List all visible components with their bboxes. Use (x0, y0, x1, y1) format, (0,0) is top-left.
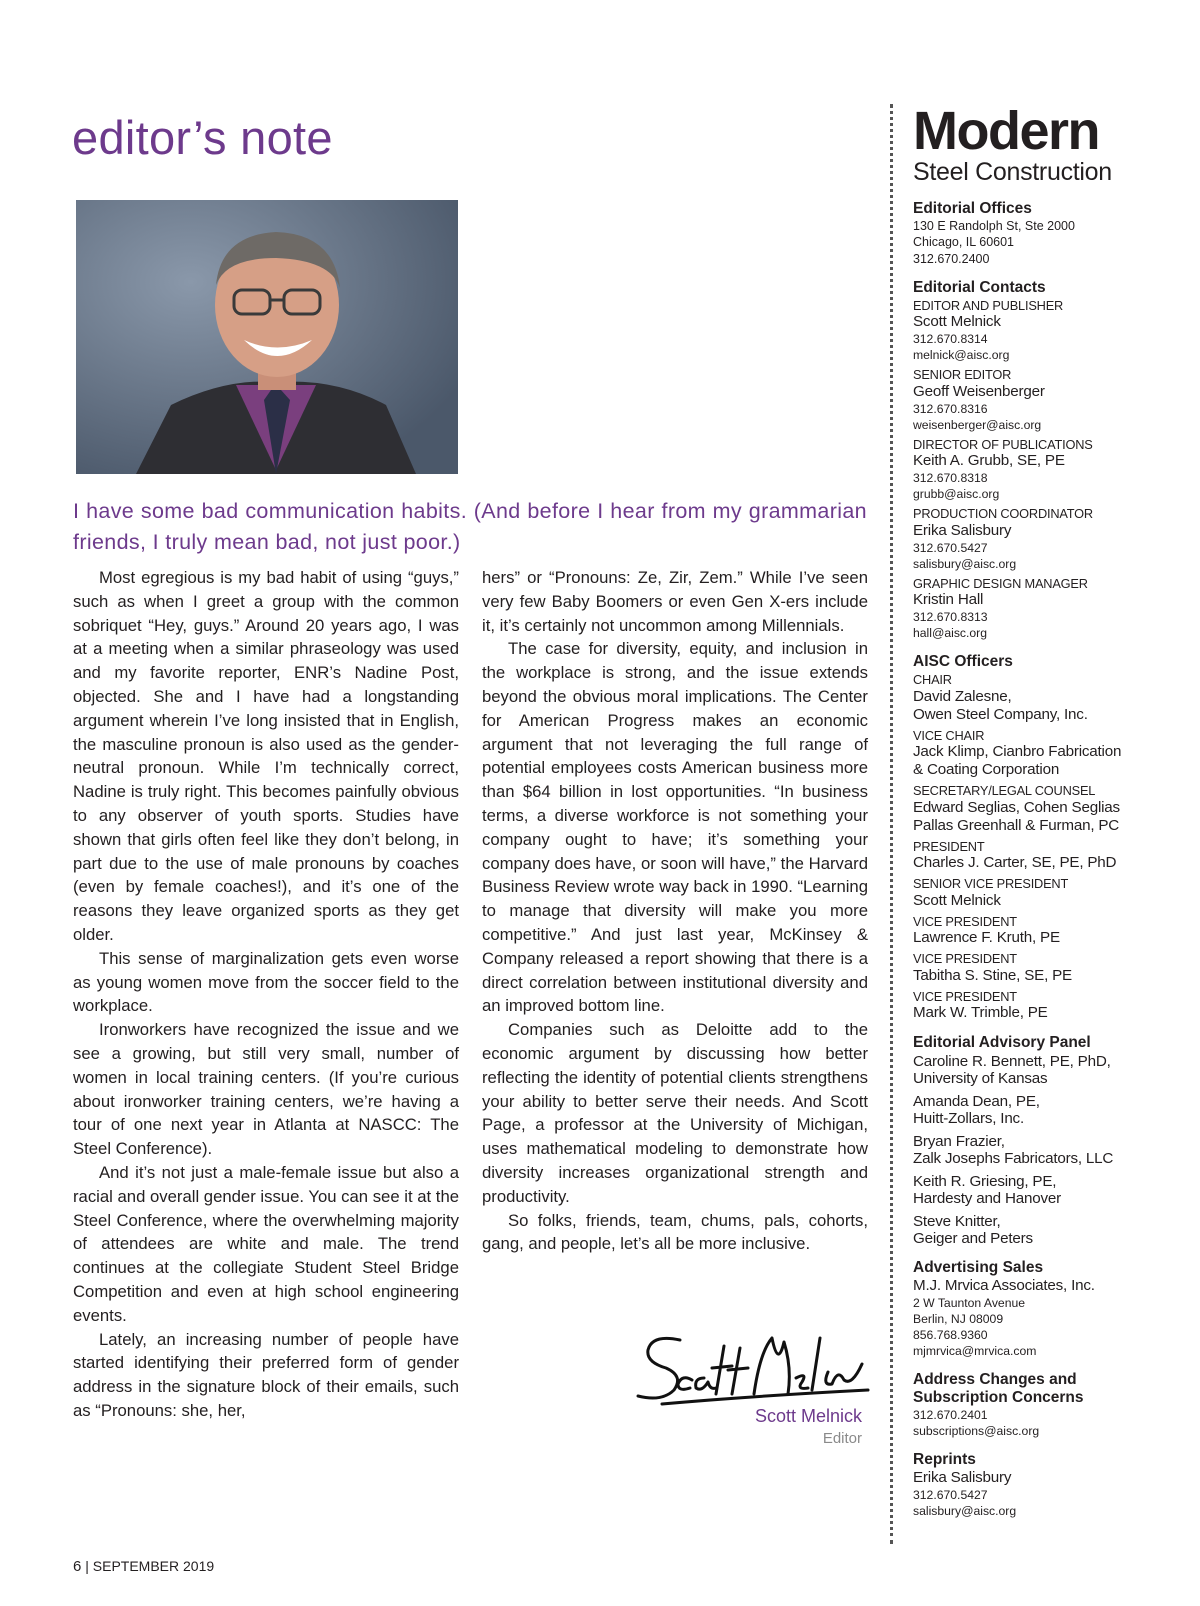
advertising-company: M.J. Mrvica Associates, Inc. (913, 1277, 1095, 1295)
panel-member (913, 1053, 1153, 1087)
address-line: 130 E Randolph St, Ste 2000 (913, 219, 1075, 233)
handwritten-signature (632, 1328, 872, 1412)
article-paragraph: Companies such as Deloitte add to the economic argument by discussing how better reflecting the identity of potential clients strengthens your ability to better serve their needs. And Scott Page, a professor at the University of Michigan, uses mathematical modeling to demonstrate how diversity increases organizational strength and productivity. (482, 1020, 868, 1206)
page-number: 6 (73, 1558, 82, 1575)
contact-phone: 312.670.8314 (913, 332, 988, 347)
article-paragraph: So folks, friends, team, chums, pals, cohorts, gang, and people, let’s all be more inclusive. (482, 1210, 868, 1254)
panel-member (913, 1133, 1153, 1167)
officer-name: Jack Klimp, Cianbro Fabrication (913, 743, 1122, 761)
contact-email[interactable]: hall@aisc.org (913, 626, 988, 641)
email-address[interactable]: salisbury@aisc.org (913, 1504, 1017, 1519)
officer-name: Mark W. Trimble, PE (913, 1004, 1048, 1022)
contact-role: DIRECTOR OF PUBLICATIONS (913, 436, 1093, 452)
officer-affiliation: Pallas Greenhall & Furman, PC (913, 816, 1120, 834)
article-paragraph: This sense of marginalization gets even worse as young women move from the soccer field to the workplace. (73, 948, 459, 1016)
officer-role: VICE CHAIR (913, 727, 985, 743)
phone-number: 312.670.2401 (913, 1408, 988, 1423)
officer-role: VICE PRESIDENT (913, 951, 1017, 967)
section-heading: Editorial Contacts (913, 278, 1046, 296)
panel-member (913, 1093, 1153, 1127)
editorial-contacts (913, 279, 1153, 642)
panel-member-affiliation: University of Kansas (913, 1070, 1048, 1088)
contact-email[interactable]: melnick@aisc.org (913, 348, 1010, 363)
article-column-1 (73, 566, 459, 1423)
article-paragraph: The case for diversity, equity, and inclusion in the workplace is strong, and the issue extends beyond the obvious moral implications. The Center for American Progress makes an economic argument that not leveraging the full range of potential employees costs American business more than $64 billion in lost opportunities. “In business terms, a diverse workforce is not something your company ought to have; it’s something your company does have, or soon will have,” the Harvard Business Review wrote way back in 1990. “Learning to manage that diversity will make you more competitive.” And just last year, McKinsey & Company released a report showing that there is a direct correlation between institutional diversity and an improved bottom line. (482, 639, 868, 1016)
officer-role: VICE PRESIDENT (913, 988, 1017, 1004)
officer-role: SENIOR VICE PRESIDENT (913, 876, 1069, 892)
aisc-officers (913, 653, 1153, 1022)
panel-member-affiliation: Huitt-Zollars, Inc. (913, 1110, 1024, 1128)
folio-separator: | (85, 1558, 93, 1574)
panel-member-name: Amanda Dean, PE, (913, 1093, 1040, 1111)
article-paragraph-continued: hers” or “Pronouns: Ze, Zir, Zem.” While I’ve seen very few Baby Boomers or even Gen X-ers include it, it’s certainly not uncommon among Millennials. (482, 568, 868, 635)
article-column-2 (482, 566, 868, 1256)
contact-phone: 312.670.8316 (913, 401, 988, 416)
officer-name: Charles J. Carter, SE, PE, PhD (913, 854, 1117, 872)
phone-number: 856.768.9360 (913, 1328, 988, 1343)
section-heading: Address Changes and (913, 1371, 1077, 1389)
email-address[interactable]: mjmrvica@mrvica.com (913, 1344, 1037, 1359)
section-heading: Subscription Concerns (913, 1389, 1084, 1407)
article-paragraph: Most egregious is my bad habit of using “guys,” such as when I greet a group with the common sobriquet “Hey, guys.” Around 20 years ago, I was at a meeting when a similar phraseology was used and my favorite reporter, ENR’s Nadine Post, objected. She and I have had a longstanding argument wherein I’ve long insisted that in English, the masculine pronoun is also used as the gender-neutral pronoun. While I’m technically correct, Nadine is truly right. This becomes painfully obvious to any observer of youth sports. Studies have shown that girls often feel like they don’t belong, in part due to the use of male pronouns by coaches (even by female coaches!), and it’s one of the reasons they leave organized sports as they get older. (73, 568, 459, 944)
pull-quote: I have some bad communication habits. (And before I hear from my grammarian friends, I truly mean bad, not just poor.) (73, 499, 867, 554)
officer-name: David Zalesne, (913, 687, 1012, 705)
article-paragraph: Ironworkers have recognized the issue and we see a growing, but still very small, number of women in local training centers. (If you’re curious about ironworker training centers, we’re having a tour of one next year in Atlanta at NASCC: The Steel Conference). (73, 1020, 459, 1159)
address-line: Berlin, NJ 08009 (913, 1312, 1004, 1327)
contact-role: GRAPHIC DESIGN MANAGER (913, 575, 1088, 591)
signature-role: Editor (822, 1430, 862, 1447)
contact-phone: 312.670.8318 (913, 471, 988, 486)
officer-affiliation: & Coating Corporation (913, 761, 1060, 779)
panel-member-name: Keith R. Griesing, PE, (913, 1173, 1057, 1191)
officer-role: CHAIR (913, 672, 952, 688)
advertising-sales (913, 1259, 1153, 1359)
panel-member-affiliation: Zalk Josephs Fabricators, LLC (913, 1150, 1114, 1168)
contact-name: Geoff Weisenberger (913, 382, 1045, 400)
officer-role: SECRETARY/LEGAL COUNSEL (913, 783, 1096, 799)
subscription-concerns (913, 1371, 1153, 1439)
phone-number: 312.670.5427 (913, 1488, 988, 1503)
contact-email[interactable]: salisbury@aisc.org (913, 556, 1017, 571)
editorial-advisory-panel (913, 1034, 1153, 1247)
contact-email[interactable]: grubb@aisc.org (913, 487, 1000, 502)
section-heading: Editorial Offices (913, 200, 1032, 217)
reprints (913, 1451, 1153, 1519)
panel-member-name: Steve Knitter, (913, 1213, 1001, 1231)
contact-name: Keith A. Grubb, SE, PE (913, 452, 1065, 470)
panel-member-name: Bryan Frazier, (913, 1133, 1005, 1151)
email-address[interactable]: subscriptions@aisc.org (913, 1424, 1040, 1439)
contact-phone: 312.670.8313 (913, 610, 988, 625)
editor-portrait-photo (76, 200, 458, 474)
contact-phone: 312.670.5427 (913, 540, 988, 555)
contact-name: Kristin Hall (913, 591, 984, 609)
contact-role: EDITOR AND PUBLISHER (913, 297, 1064, 313)
magazine-logo-line-2: Steel Construction (913, 158, 1112, 186)
contact-email[interactable]: weisenberger@aisc.org (913, 417, 1042, 432)
article-paragraph: Lately, an increasing number of people have started identifying their preferred form of gender address in the signature block of their emails, such as “Pronouns: she, her, (73, 1329, 459, 1420)
officer-name: Scott Melnick (913, 891, 1001, 909)
officer-name: Lawrence F. Kruth, PE (913, 929, 1060, 947)
panel-member-name: Caroline R. Bennett, PE, PhD, (913, 1053, 1111, 1071)
editorial-offices (913, 200, 1153, 267)
officer-affiliation: Owen Steel Company, Inc. (913, 705, 1088, 723)
reprints-contact-name: Erika Salisbury (913, 1469, 1012, 1487)
issue-date: SEPTEMBER 2019 (92, 1558, 215, 1574)
masthead (913, 101, 1153, 1519)
article-paragraph: And it’s not just a male-female issue but also a racial and overall gender issue. You can see it at the Steel Conference, where the overwhelming majority of attendees are white and male. The trend continues at the collegiate Student Steel Bridge Competition and even at high school engineering events. (73, 1162, 459, 1325)
dotted-divider (890, 104, 893, 1544)
signature-name: Scott Melnick (754, 1406, 862, 1426)
page-folio (73, 1558, 214, 1575)
section-heading: Editorial Advisory Panel (913, 1034, 1091, 1052)
panel-member-affiliation: Hardesty and Hanover (913, 1190, 1061, 1208)
officer-name: Edward Seglias, Cohen Seglias (913, 798, 1120, 816)
section-heading: AISC Officers (913, 653, 1013, 671)
magazine-logo-line-1: Modern (913, 101, 1099, 161)
panel-member (913, 1173, 1153, 1207)
contact-role: SENIOR EDITOR (913, 367, 1012, 383)
panel-member (913, 1213, 1153, 1247)
contact-name: Erika Salisbury (913, 521, 1012, 539)
section-heading: Advertising Sales (913, 1259, 1044, 1277)
officer-name: Tabitha S. Stine, SE, PE (913, 966, 1072, 984)
contact-role: PRODUCTION COORDINATOR (913, 506, 1093, 522)
portrait-illustration (76, 200, 458, 474)
phone-number: 312.670.2400 (913, 251, 990, 266)
section-heading: Reprints (913, 1451, 976, 1469)
address-line: 2 W Taunton Avenue (913, 1296, 1026, 1311)
officer-role: VICE PRESIDENT (913, 913, 1017, 929)
contact-name: Scott Melnick (913, 313, 1001, 331)
officer-role: PRESIDENT (913, 838, 985, 854)
panel-member-affiliation: Geiger and Peters (913, 1230, 1033, 1248)
page-title: editor’s note (72, 111, 333, 164)
address-line: Chicago, IL 60601 (913, 235, 1015, 250)
